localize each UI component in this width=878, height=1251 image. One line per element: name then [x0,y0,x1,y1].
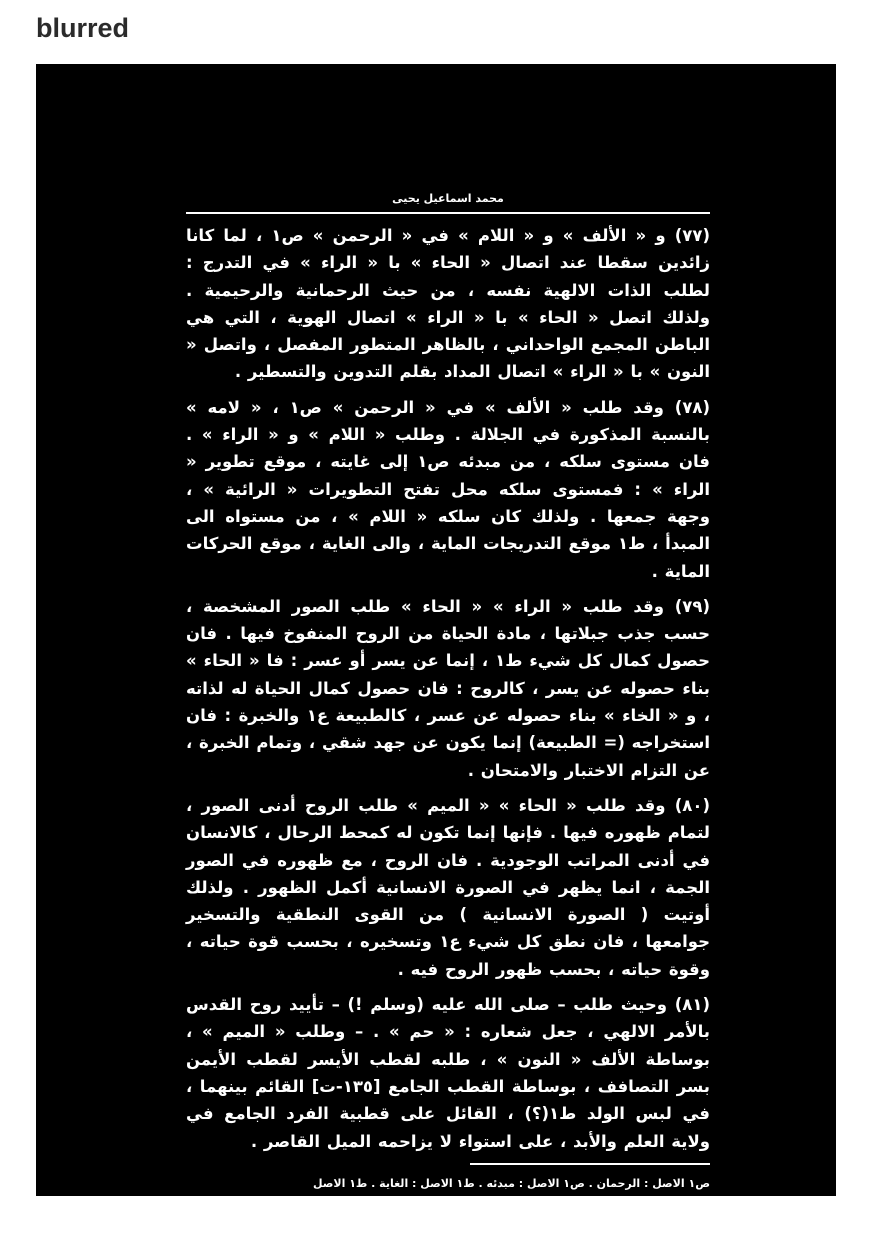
paragraph-79: (٧٩) وقد طلب « الراء » « الحاء » طلب الصور المشخصة ، حسب جذب جبلاتها ، مادة الحياة من الروح المنفوخ فيها . فان حصول كمال كل شيء ط١ ، إنما عن يسر أو عسر : فا « الحاء » بناء حصوله عن يسر ، كالروح : فان حصول كمال الحياة له لذاته ، و « الخاء » بناء حصوله عن عسر ، كالطبيعة ع١ والخبرة : فان استخراجه (= الطبيعة) إنما يكون عن جهد شقي ، وتمام الخبرة ، عن التزام الاختبار والامتحان . [186,596,710,780]
page-number: ١٣٦ [686,1233,710,1249]
paragraph-80: (٨٠) وقد طلب « الحاء » « الميم » طلب الروح أدنى الصور ، لتمام ظهوره فيها . فإنها إنما تكون له كمحط الرحال ، كالانسان في أدنى المراتب الوجودية . فان الروح ، مع ظهوره في الصور الجمة ، انما يظهر في الصورة الانسانية أكمل الظهور . ولذلك أوتيت ( الصورة الانسانية ) من القوى النطقية والتسخير جوامعها ، فان نطق كل شيء ع١ وتسخيره ، بحسب قوة حياته ، وقوة حياته ، بحسب ظهور الروح فيه . [186,795,711,979]
arabic-page-text [186,192,710,1251]
paragraph-77: (٧٧) و « الألف » و « اللام » في « الرحمن » ص١ ، لما كانا زائدين سقطا عند اتصال « الحاء » با « الراء » في التدرج : لطلب الذات الالهية نفسه ، من حيث الرحمانية والرحيمية . ولذلك اتصل « الحاء » با « الراء » اتصال الهوية ، التي هي الباطن المجمع الواحداني ، بالظاهر المتطور المفصل ، واتصل « النون » با « الراء » اتصال المداد بقلم التدوين والتسطير . [186,226,710,382]
paragraph-78: (٧٨) وقد طلب « الألف » في « الرحمن » ص١ ، « لامه » بالنسبة المذكورة في الجلالة . وطلب « اللام » و « الراء » . فان مستوى سلكه ، من مبدئه ص١ إلى غايته ، موقع تطوير « الراء » : فمستوى سلكه محل تفتح التطويرات « الرائية » ، وجهة جمعها . ولذلك كان سلكه « اللام » ، من مستواه الى المبدأ ، ط١ موقع التدريجات الماية ، والى الغاية ، موقع الحركات الماية . [186,397,711,581]
footnote-line: في . – ع١ الاصل : كالطبيعة . – ع١ الاصل : شي . – ط١ الاصل : الولد . [334,1197,710,1211]
header-rule [186,212,710,214]
footnote-rule [470,1163,710,1165]
scanned-page-image [36,64,836,1249]
footnote-line: ص١ الاصل : الرحمان . ص١ الاصل : مبدئه . ط١ الاصل : الغاية . ط١ الاصل [312,1176,710,1190]
image-caption: blurred [36,13,130,43]
running-head: محمد اسماعيل يحيى [392,192,504,205]
paragraph-81: (٨١) وحيث طلب – صلى الله عليه (وسلم !) – تأييد روح القدس بالأمر الالهي ، جعل شعاره : « حم » . – وطلب « الميم » ، بوساطة الألف « النون » ، طلبه لقطب الأيسر لقطب الأيمن بسر التصافف ، بوساطة القطب الجامع [١٣٥-ت] القائم بينهما ، في لبس الولد ط١(؟) ، القائل على قطبية الفرد الجامع في ولاية العلم والأبد ، على استواء لا يزاحمه الميل القاصر . [186,995,710,1151]
